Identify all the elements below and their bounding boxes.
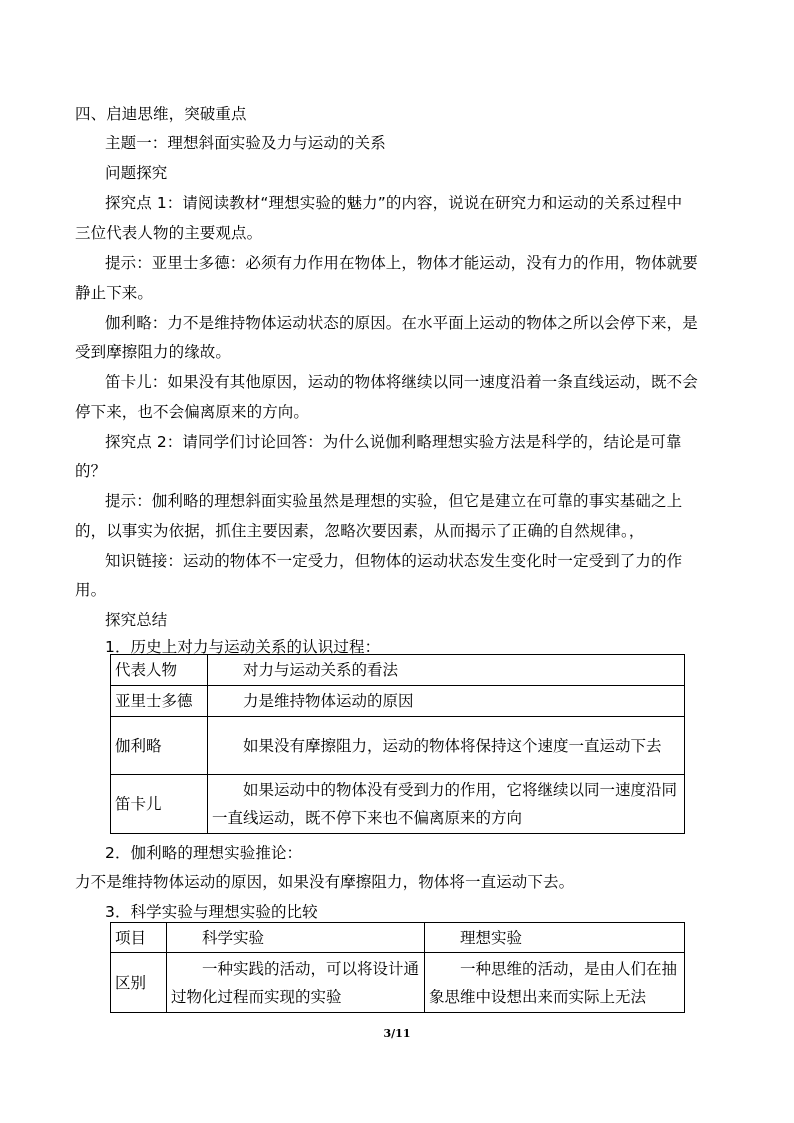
answer-descartes-line-1: 笛卡儿：如果没有其他原因，运动的物体将继续以同一速度沿着一条直线运动，既不会	[105, 373, 698, 391]
section-heading: 四、启迪思维，突破重点	[75, 105, 247, 123]
knowledge-link-line-1: 知识链接：运动的物体不一定受力，但物体的运动状态发生变化时一定受到了力的作	[105, 552, 683, 570]
table-header-cell: 科学实验	[167, 923, 425, 953]
answer-2-line-2: 的，以事实为依据，抓住主要因素，忽略次要因素，从而揭示了正确的自然规律。，	[75, 522, 645, 540]
answer-galileo-line-2: 受到摩擦阻力的缘故。	[75, 343, 232, 361]
answer-aristotle-line-1: 提示：亚里士多德：必须有力作用在物体上，物体才能运动，没有力的作用，物体就要	[105, 254, 698, 272]
table-header-cell: 代表人物	[111, 655, 208, 686]
history-table	[110, 654, 685, 834]
table-cell: 笛卡儿	[111, 775, 208, 834]
summary-item-3-title: 3．科学实验与理想实验的比较	[105, 903, 318, 921]
question-1-line-2: 三位代表人物的主要观点。	[75, 224, 263, 242]
page-number: 3/11	[383, 1027, 411, 1040]
comparison-table	[110, 922, 685, 1013]
table-header-cell: 项目	[111, 923, 167, 953]
table-header-cell: 对力与运动关系的看法	[208, 655, 685, 686]
table-row	[111, 686, 685, 717]
table-cell: 区别	[111, 953, 167, 1013]
table-row	[111, 953, 685, 1013]
answer-descartes-line-2: 停下来，也不会偏离原来的方向。	[75, 403, 310, 421]
subsection-summary: 探究总结	[105, 611, 168, 629]
answer-aristotle-line-2: 静止下来。	[75, 284, 154, 302]
summary-item-1-title: 1．历史上对力与运动关系的认识过程：	[105, 638, 381, 656]
table-cell: 伽利略	[111, 717, 208, 775]
summary-item-2-text: 力不是维持物体运动的原因，如果没有摩擦阻力，物体将一直运动下去。	[75, 873, 575, 891]
question-1-line-1: 探究点 1：请阅读教材“理想实验的魅力”的内容，说说在研究力和运动的关系过程中	[105, 194, 683, 212]
subsection-explore: 问题探究	[105, 164, 168, 182]
table-header-cell: 理想实验	[425, 923, 685, 953]
question-2-line-2: 的？	[75, 462, 107, 480]
summary-item-2-title: 2．伽利略的理想实验推论：	[105, 844, 303, 862]
table-cell: 如果没有摩擦阻力，运动的物体将保持这个速度一直运动下去	[208, 717, 685, 775]
table-row	[111, 775, 685, 834]
table-cell: 亚里士多德	[111, 686, 208, 717]
table-row	[111, 717, 685, 775]
answer-galileo-line-1: 伽利略：力不是维持物体运动状态的原因。在水平面上运动的物体之所以会停下来，是	[105, 314, 698, 332]
table-cell: 一种思维的活动，是由人们在抽象思维中设想出来而实际上无法	[425, 953, 685, 1013]
question-2-line-1: 探究点 2：请同学们讨论回答：为什么说伽利略理想实验方法是科学的，结论是可靠	[105, 433, 682, 451]
table-cell: 力是维持物体运动的原因	[208, 686, 685, 717]
knowledge-link-line-2: 用。	[75, 581, 107, 599]
table-cell: 如果运动中的物体没有受到力的作用，它将继续以同一速度沿同一直线运动，既不停下来也不偏离原来的方向	[208, 775, 685, 834]
table-header-row	[111, 923, 685, 953]
topic-heading: 主题一：理想斜面实验及力与运动的关系	[105, 134, 386, 152]
table-cell: 一种实践的活动，可以将设计通过物化过程而实现的实验	[167, 953, 425, 1013]
answer-2-line-1: 提示：伽利略的理想斜面实验虽然是理想的实验，但它是建立在可靠的事实基础之上	[105, 492, 683, 510]
table-header-row	[111, 655, 685, 686]
